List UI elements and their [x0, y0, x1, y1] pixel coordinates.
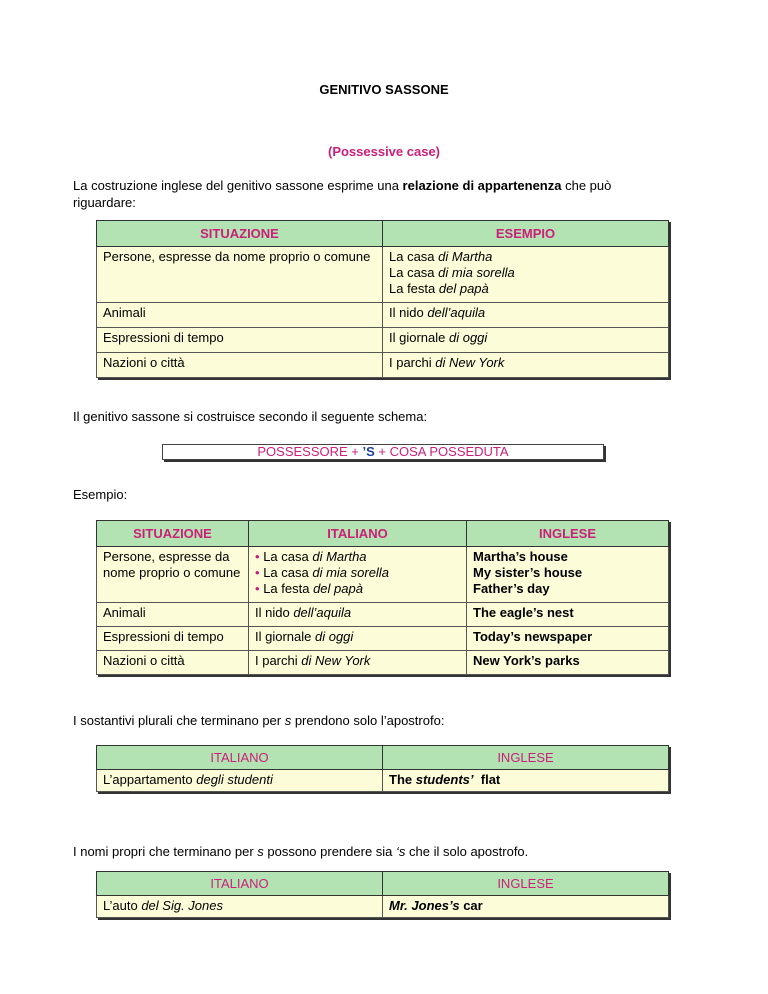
english-cell: The students’ flat: [383, 770, 669, 792]
page-title: GENITIVO SASSONE: [319, 82, 449, 97]
schema-intro: Il genitivo sassone si costruisce secondo il seguente schema:: [73, 409, 428, 424]
intro-paragraph: [73, 177, 713, 211]
italian-cell: • La casa di Martha • La casa di mia sorella • La festa del papà: [249, 547, 467, 603]
header-situazione: SITUAZIONE: [97, 521, 249, 547]
header-italiano: ITALIANO: [97, 746, 383, 770]
page-subtitle: (Possessive case): [327, 144, 441, 159]
table-row: [97, 547, 669, 603]
situation-cell: Nazioni o città: [97, 353, 383, 378]
situation-cell: Persone, espresse da nome proprio o comune: [97, 547, 249, 603]
schema-part1: POSSESSORE +: [257, 444, 363, 459]
table-plural: [96, 745, 669, 792]
header-inglese: INGLESE: [383, 746, 669, 770]
plural-note: I sostantivi plurali che terminano per s prendono solo l’apostrofo:: [73, 713, 445, 728]
schema-box: [162, 444, 604, 460]
intro-bold: relazione di appartenenza: [402, 178, 562, 193]
schema-part2: ’S: [362, 444, 375, 459]
table-row: [97, 247, 669, 303]
intro-line2: riguardare:: [73, 195, 136, 210]
example-cell: Il nido dell’aquila: [383, 303, 669, 328]
english-cell: The eagle’s nest: [467, 603, 669, 627]
table-row: [97, 303, 669, 328]
proper-noun-note: I nomi propri che terminano per s possono prendere sia ‘s che il solo apostrofo.: [73, 844, 529, 859]
example-cell: I parchi di New York: [383, 353, 669, 378]
situation-cell: Animali: [97, 303, 383, 328]
intro-text-end: che può: [561, 178, 612, 193]
situation-cell: Animali: [97, 603, 249, 627]
situation-cell: Persone, espresse da nome proprio o comune: [97, 247, 383, 303]
header-italiano: ITALIANO: [97, 872, 383, 896]
table-row: [97, 896, 669, 918]
table-row: [97, 603, 669, 627]
table-examples: [96, 520, 669, 675]
intro-text: La costruzione inglese del genitivo sassone esprime una: [73, 178, 403, 193]
situation-cell: Nazioni o città: [97, 651, 249, 675]
table-row: [97, 328, 669, 353]
english-cell: Today’s newspaper: [467, 627, 669, 651]
situation-cell: Espressioni di tempo: [97, 328, 383, 353]
table-situations: [96, 220, 669, 378]
header-italiano: ITALIANO: [249, 521, 467, 547]
example-cell: Il giornale di oggi: [383, 328, 669, 353]
header-inglese: INGLESE: [383, 872, 669, 896]
header-esempio: ESEMPIO: [383, 221, 669, 247]
example-cell: La casa di Martha La casa di mia sorella La festa del papà: [383, 247, 669, 303]
italian-cell: Il nido dell’aquila: [249, 603, 467, 627]
table-row: [97, 353, 669, 378]
schema-part3: + COSA POSSEDUTA: [374, 444, 509, 459]
header-situazione: SITUAZIONE: [97, 221, 383, 247]
english-cell: Mr. Jones’s car: [383, 896, 669, 918]
table-row: [97, 651, 669, 675]
example-label: Esempio:: [73, 487, 128, 502]
situation-cell: Espressioni di tempo: [97, 627, 249, 651]
table-row: [97, 770, 669, 792]
header-inglese: INGLESE: [467, 521, 669, 547]
english-cell: New York’s parks: [467, 651, 669, 675]
table-proper-nouns: [96, 871, 669, 918]
italian-cell: I parchi di New York: [249, 651, 467, 675]
italian-cell: L’appartamento degli studenti: [97, 770, 383, 792]
italian-cell: Il giornale di oggi: [249, 627, 467, 651]
english-cell: Martha’s house My sister’s house Father’s day: [467, 547, 669, 603]
italian-cell: L’auto del Sig. Jones: [97, 896, 383, 918]
table-row: [97, 627, 669, 651]
